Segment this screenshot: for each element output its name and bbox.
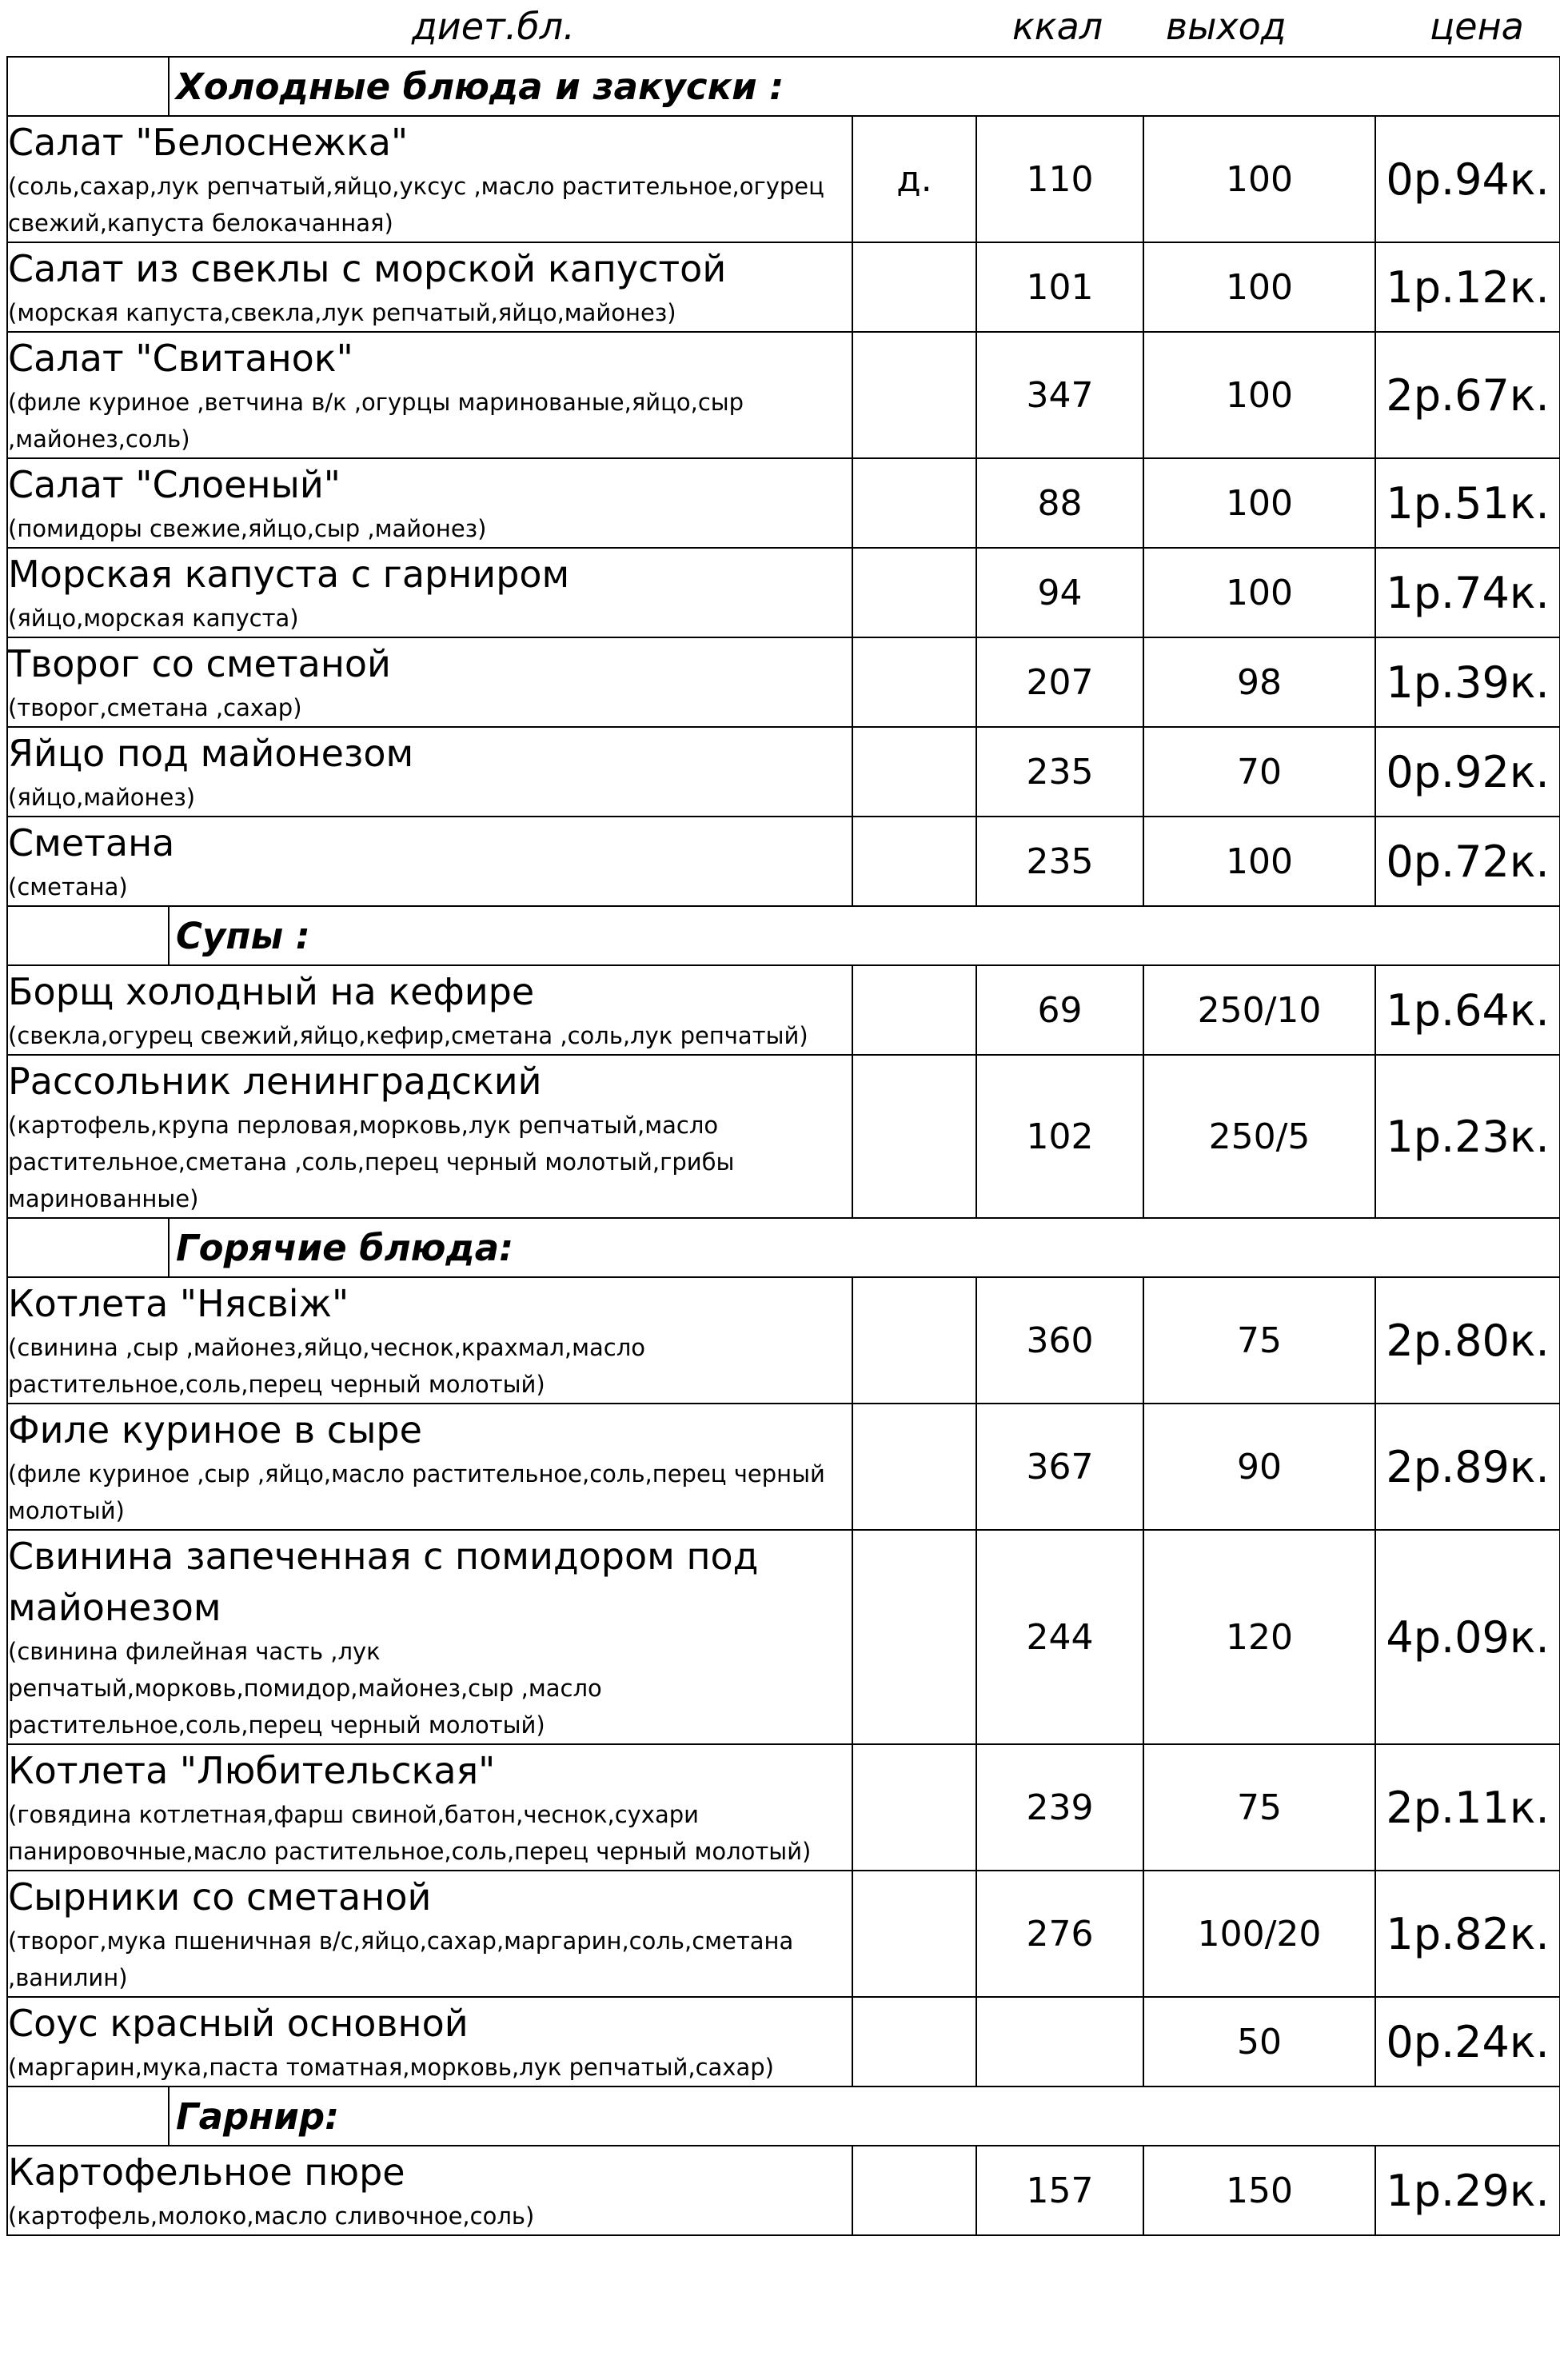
- dish-kcal: 235: [976, 817, 1143, 906]
- dish-output: 100: [1143, 817, 1375, 906]
- dish-name-cell: [7, 637, 852, 727]
- dish-ingredients: (яйцо,майонез): [8, 784, 196, 811]
- dish-kcal: 94: [976, 548, 1143, 637]
- section-title: Горячие блюда:: [176, 1226, 514, 1269]
- dish-ingredients: (сметана): [8, 873, 128, 900]
- dish-diet-mark: [852, 242, 976, 332]
- dish-ingredients: (творог,сметана ,сахар): [8, 694, 302, 721]
- dish-name-cell: [7, 332, 852, 458]
- dish-output: 90: [1143, 1404, 1375, 1530]
- section-title-wrap: [170, 58, 784, 115]
- dish-name-cell: [7, 1277, 852, 1404]
- dish-diet-mark: [852, 332, 976, 458]
- dish-name: Котлета "Любительская": [8, 1749, 496, 1792]
- dish-output: 100: [1143, 332, 1375, 458]
- dish-price: 1р.12к.: [1375, 242, 1560, 332]
- dish-diet-mark: [852, 637, 976, 727]
- dish-ingredients: (картофель,крупа перловая,морковь,лук репчатый,масло растительное,сметана ,соль,перец черный молотый,грибы маринованные): [8, 1112, 735, 1212]
- dish-price: 0р.94к.: [1375, 116, 1560, 242]
- dish-price: 1р.39к.: [1375, 637, 1560, 727]
- dish-name: Котлета "Нясвіж": [8, 1282, 349, 1325]
- dish-row: [7, 116, 1560, 242]
- dish-ingredients: (соль,сахар,лук репчатый,яйцо,уксус ,масло растительное,огурец свежий,капуста белокачанная): [8, 173, 824, 237]
- dish-name-cell: [7, 548, 852, 637]
- dish-output: 70: [1143, 727, 1375, 817]
- section-header-cell: [7, 57, 1560, 116]
- menu-table: [6, 56, 1559, 2236]
- dish-name-cell: [7, 1871, 852, 1997]
- dish-ingredients: (яйцо,морская капуста): [8, 605, 299, 632]
- dish-name-cell: [7, 1055, 852, 1218]
- dish-diet-mark: [852, 1530, 976, 1744]
- dish-name: Салат "Белоснежка": [8, 121, 409, 164]
- dish-output: 250/5: [1143, 1055, 1375, 1218]
- dish-output: 75: [1143, 1277, 1375, 1404]
- dish-name-cell: [7, 727, 852, 817]
- section-indent: [8, 1219, 170, 1276]
- dish-row: [7, 727, 1560, 817]
- dish-price: 1р.51к.: [1375, 458, 1560, 548]
- dish-name-cell: [7, 965, 852, 1055]
- section-indent: [8, 907, 170, 964]
- dish-row: [7, 1530, 1560, 1744]
- dish-output: 100: [1143, 242, 1375, 332]
- dish-kcal: 157: [976, 2146, 1143, 2235]
- dish-name-cell: [7, 1997, 852, 2086]
- dish-price: 2р.89к.: [1375, 1404, 1560, 1530]
- dish-kcal: 207: [976, 637, 1143, 727]
- section-header-cell: [7, 906, 1560, 965]
- header-output: выход: [1166, 5, 1287, 48]
- dish-name: Рассольник ленинградский: [8, 1060, 542, 1103]
- dish-row: [7, 637, 1560, 727]
- dish-name-cell: [7, 1530, 852, 1744]
- section-title: Супы :: [176, 914, 310, 957]
- dish-price: 0р.92к.: [1375, 727, 1560, 817]
- dish-row: [7, 1871, 1560, 1997]
- dish-diet-mark: [852, 727, 976, 817]
- dish-price: 1р.23к.: [1375, 1055, 1560, 1218]
- dish-kcal: 101: [976, 242, 1143, 332]
- dish-diet-mark: [852, 965, 976, 1055]
- header-kcal: ккал: [1012, 5, 1103, 48]
- dish-row: [7, 1277, 1560, 1404]
- dish-kcal: 367: [976, 1404, 1143, 1530]
- dish-price: 1р.64к.: [1375, 965, 1560, 1055]
- dish-name-cell: [7, 1744, 852, 1871]
- dish-price: 2р.11к.: [1375, 1744, 1560, 1871]
- dish-row: [7, 458, 1560, 548]
- dish-kcal: 239: [976, 1744, 1143, 1871]
- dish-name: Салат "Слоеный": [8, 463, 341, 506]
- dish-diet-mark: [852, 2146, 976, 2235]
- dish-ingredients: (маргарин,мука,паста томатная,морковь,лук репчатый,сахар): [8, 2054, 774, 2081]
- dish-name: Соус красный основной: [8, 2002, 469, 2045]
- dish-ingredients: (помидоры свежие,яйцо,сыр ,майонез): [8, 515, 487, 542]
- dish-kcal: 102: [976, 1055, 1143, 1218]
- section-header-row: [7, 2086, 1560, 2146]
- section-title: Гарнир:: [176, 2094, 340, 2138]
- dish-kcal: 347: [976, 332, 1143, 458]
- dish-ingredients: (филе куриное ,сыр ,яйцо,масло растительное,соль,перец черный молотый): [8, 1460, 825, 1524]
- dish-output: 75: [1143, 1744, 1375, 1871]
- dish-name: Сметана: [8, 821, 175, 865]
- dish-name-cell: [7, 242, 852, 332]
- dish-price: 1р.82к.: [1375, 1871, 1560, 1997]
- dish-price: 0р.72к.: [1375, 817, 1560, 906]
- dish-diet-mark: [852, 1744, 976, 1871]
- dish-output: 250/10: [1143, 965, 1375, 1055]
- dish-name-cell: [7, 2146, 852, 2235]
- dish-row: [7, 965, 1560, 1055]
- dish-output: 100/20: [1143, 1871, 1375, 1997]
- dish-price: 4р.09к.: [1375, 1530, 1560, 1744]
- dish-name: Сырники со сметаной: [8, 1875, 432, 1919]
- dish-row: [7, 1404, 1560, 1530]
- dish-ingredients: (говядина котлетная,фарш свиной,батон,чеснок,сухари панировочные,масло растительное,соль,перец черный молотый): [8, 1801, 812, 1865]
- dish-diet-mark: [852, 1871, 976, 1997]
- section-indent: [8, 58, 170, 115]
- dish-diet-mark: [852, 1404, 976, 1530]
- dish-name: Филе куриное в сыре: [8, 1408, 422, 1452]
- dish-output: 100: [1143, 458, 1375, 548]
- dish-diet-mark: [852, 1055, 976, 1218]
- dish-name-cell: [7, 1404, 852, 1530]
- dish-kcal: 276: [976, 1871, 1143, 1997]
- dish-ingredients: (свекла,огурец свежий,яйцо,кефир,сметана ,соль,лук репчатый): [8, 1022, 808, 1049]
- header-diet: диет.бл.: [412, 5, 575, 48]
- dish-row: [7, 1744, 1560, 1871]
- dish-ingredients: (свинина филейная часть ,лук репчатый,морковь,помидор,майонез,сыр ,масло растительное,соль,перец черный молотый): [8, 1638, 602, 1739]
- dish-row: [7, 242, 1560, 332]
- dish-kcal: [976, 1997, 1143, 2086]
- dish-diet-mark: [852, 817, 976, 906]
- dish-ingredients: (филе куриное ,ветчина в/к ,огурцы маринованые,яйцо,сыр ,майонез,соль): [8, 389, 744, 453]
- header-price: цена: [1430, 5, 1524, 48]
- dish-diet-mark: д.: [852, 116, 976, 242]
- dish-kcal: 235: [976, 727, 1143, 817]
- dish-ingredients: (свинина ,сыр ,майонез,яйцо,чеснок,крахмал,масло растительное,соль,перец черный молотый): [8, 1334, 646, 1398]
- dish-name: Борщ холодный на кефире: [8, 970, 535, 1013]
- dish-price: 1р.29к.: [1375, 2146, 1560, 2235]
- dish-diet-mark: [852, 1277, 976, 1404]
- dish-output: 50: [1143, 1997, 1375, 2086]
- dish-kcal: 244: [976, 1530, 1143, 1744]
- dish-name: Картофельное пюре: [8, 2150, 405, 2194]
- section-title-wrap: [170, 1219, 513, 1276]
- dish-kcal: 110: [976, 116, 1143, 242]
- dish-output: 120: [1143, 1530, 1375, 1744]
- dish-name-cell: [7, 116, 852, 242]
- section-header-row: [7, 906, 1560, 965]
- section-header-cell: [7, 2086, 1560, 2146]
- dish-output: 98: [1143, 637, 1375, 727]
- dish-name-cell: [7, 458, 852, 548]
- dish-row: [7, 2146, 1560, 2235]
- dish-output: 150: [1143, 2146, 1375, 2235]
- dish-diet-mark: [852, 1997, 976, 2086]
- dish-kcal: 360: [976, 1277, 1143, 1404]
- dish-kcal: 69: [976, 965, 1143, 1055]
- section-header-row: [7, 1218, 1560, 1277]
- section-indent: [8, 2087, 170, 2145]
- dish-price: 2р.80к.: [1375, 1277, 1560, 1404]
- dish-name: Морская капуста с гарниром: [8, 553, 570, 596]
- column-header-row: [0, 0, 1560, 56]
- dish-diet-mark: [852, 548, 976, 637]
- dish-row: [7, 817, 1560, 906]
- section-header-cell: [7, 1218, 1560, 1277]
- section-title-wrap: [170, 907, 310, 964]
- dish-kcal: 88: [976, 458, 1143, 548]
- dish-price: 2р.67к.: [1375, 332, 1560, 458]
- dish-name: Салат "Свитанок": [8, 337, 353, 380]
- dish-diet-mark: [852, 458, 976, 548]
- dish-price: 0р.24к.: [1375, 1997, 1560, 2086]
- dish-row: [7, 1055, 1560, 1218]
- dish-ingredients: (картофель,молоко,масло сливочное,соль): [8, 2202, 535, 2230]
- dish-row: [7, 548, 1560, 637]
- dish-row: [7, 1997, 1560, 2086]
- dish-name: Яйцо под майонезом: [8, 732, 414, 775]
- dish-name: Свинина запеченная с помидором под майонезом: [8, 1535, 759, 1629]
- dish-ingredients: (творог,мука пшеничная в/с,яйцо,сахар,маргарин,соль,сметана ,ванилин): [8, 1927, 794, 1991]
- dish-price: 1р.74к.: [1375, 548, 1560, 637]
- section-title: Холодные блюда и закуски :: [176, 65, 784, 108]
- dish-ingredients: (морская капуста,свекла,лук репчатый,яйцо,майонез): [8, 299, 676, 326]
- dish-name: Творог со сметаной: [8, 642, 391, 685]
- section-title-wrap: [170, 2087, 339, 2145]
- dish-name-cell: [7, 817, 852, 906]
- dish-output: 100: [1143, 548, 1375, 637]
- dish-output: 100: [1143, 116, 1375, 242]
- dish-row: [7, 332, 1560, 458]
- dish-name: Салат из свеклы с морской капустой: [8, 247, 727, 290]
- section-header-row: [7, 57, 1560, 116]
